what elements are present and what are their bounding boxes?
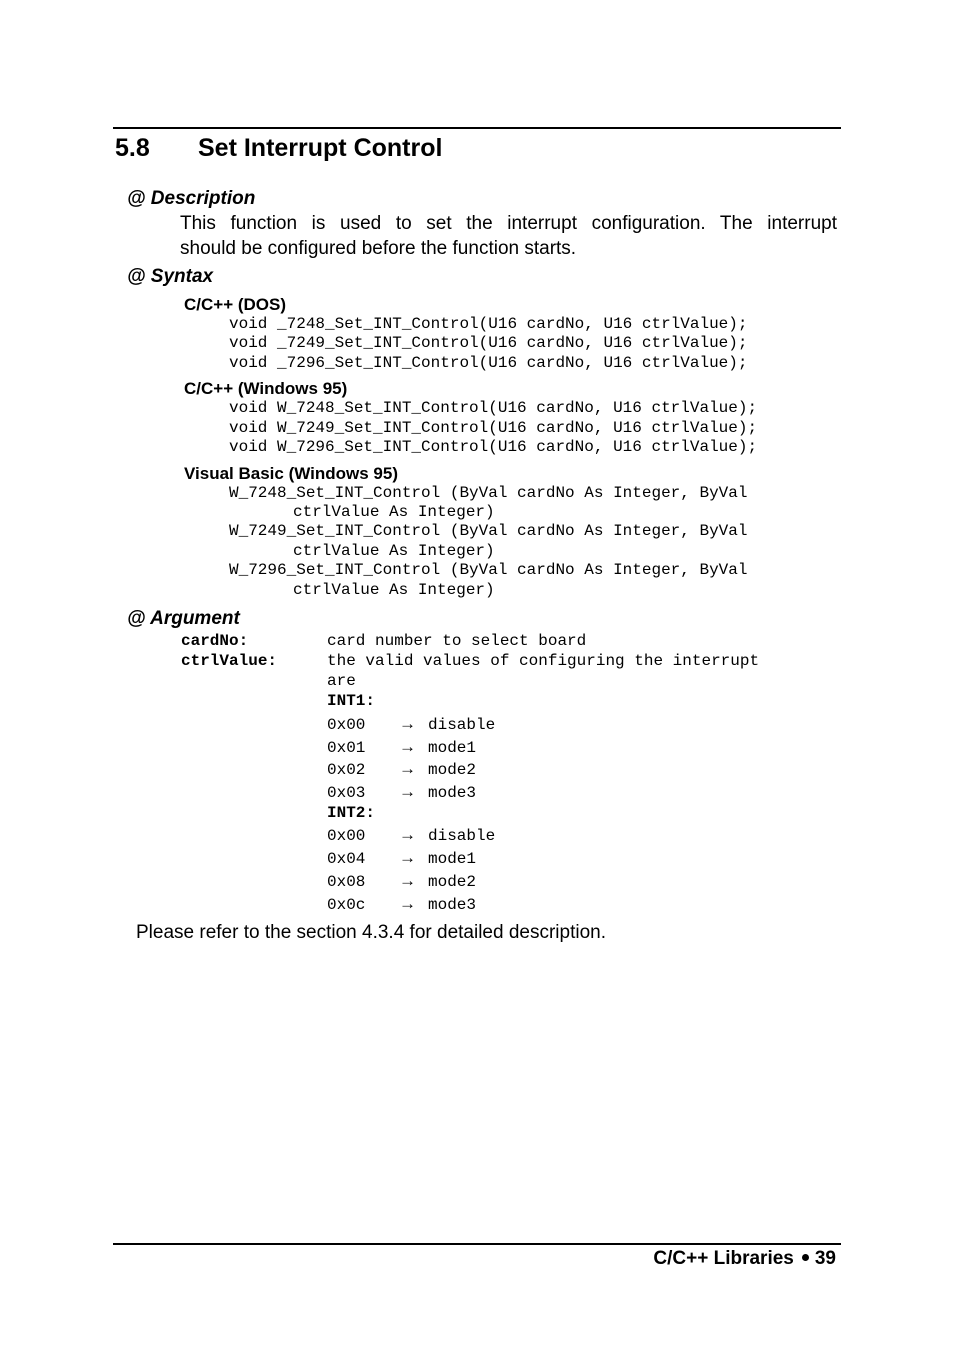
code-line: void W_7248_Set_INT_Control(U16 cardNo, U16 ctrlValue); [229,399,758,417]
code-line: ctrlValue As Integer) [293,542,495,560]
int1-value: 0x02 [327,761,366,779]
section-title [115,134,442,163]
section-number: 5.8 [115,134,150,162]
argument-heading: @ Argument [127,608,240,629]
int1-mode: mode3 [428,784,477,802]
arg-cardno-text: card number to select board [327,632,587,650]
arrow-icon: → [399,782,416,801]
code-line: void W_7296_Set_INT_Control(U16 cardNo, U16 ctrlValue); [229,438,758,456]
int2-value: 0x0c [327,896,366,914]
top-rule [113,127,841,129]
arrow-icon: → [399,871,416,890]
int1-label: INT1: [327,692,376,710]
bullet-icon [802,1254,809,1261]
int2-value: 0x00 [327,827,366,845]
code-line: void _7249_Set_INT_Control(U16 cardNo, U16 ctrlValue); [229,334,748,352]
code-line: ctrlValue As Integer) [293,581,495,599]
syntax-win95-label: C/C++ (Windows 95) [184,379,348,398]
int1-mode: mode2 [428,761,477,779]
int2-value: 0x08 [327,873,366,891]
refer-note: Please refer to the section 4.3.4 for detailed description. [136,922,606,943]
int1-mode: mode1 [428,739,477,757]
arrow-icon: → [399,737,416,756]
code-line: W_7248_Set_INT_Control (ByVal cardNo As Integer, ByVal [229,484,748,502]
int2-mode: mode3 [428,896,477,914]
description-line-1: This function is used to set the interrupt configuration. The interrupt [180,213,837,234]
code-line: W_7296_Set_INT_Control (ByVal cardNo As Integer, ByVal [229,561,748,579]
footer-label: C/C++ Libraries [653,1248,794,1269]
int1-value: 0x00 [327,716,366,734]
int1-value: 0x03 [327,784,366,802]
description-text [180,211,837,261]
code-line: void _7248_Set_INT_Control(U16 cardNo, U16 ctrlValue); [229,315,748,333]
arrow-icon: → [399,825,416,844]
arg-cardno-name: cardNo: [181,632,249,650]
arg-ctrlvalue-text: the valid values of configuring the interrupt [327,652,760,670]
arrow-icon: → [399,848,416,867]
int2-mode: disable [428,827,496,845]
int2-mode: mode1 [428,850,477,868]
bottom-rule [113,1243,841,1245]
int2-value: 0x04 [327,850,366,868]
int1-value: 0x01 [327,739,366,757]
int2-label: INT2: [327,804,376,822]
code-line: void _7296_Set_INT_Control(U16 cardNo, U16 ctrlValue); [229,354,748,372]
description-heading: @ Description [127,188,256,209]
section-title-text: Set Interrupt Control [198,134,443,162]
syntax-heading: @ Syntax [127,266,214,287]
int2-mode: mode2 [428,873,477,891]
page-number: 39 [814,1248,836,1269]
syntax-vb-label: Visual Basic (Windows 95) [184,464,398,483]
int1-mode: disable [428,716,496,734]
arg-ctrlvalue-name: ctrlValue: [181,652,278,670]
description-line-2: should be configured before the function starts. [180,238,577,259]
arrow-icon: → [399,714,416,733]
page-footer [653,1248,836,1270]
arrow-icon: → [399,894,416,913]
syntax-dos-label: C/C++ (DOS) [184,295,287,314]
code-line: W_7249_Set_INT_Control (ByVal cardNo As Integer, ByVal [229,522,748,540]
arrow-icon: → [399,759,416,778]
code-line: void W_7249_Set_INT_Control(U16 cardNo, U16 ctrlValue); [229,419,758,437]
code-line: ctrlValue As Integer) [293,503,495,521]
arg-ctrlvalue-text-cont: are [327,672,356,690]
